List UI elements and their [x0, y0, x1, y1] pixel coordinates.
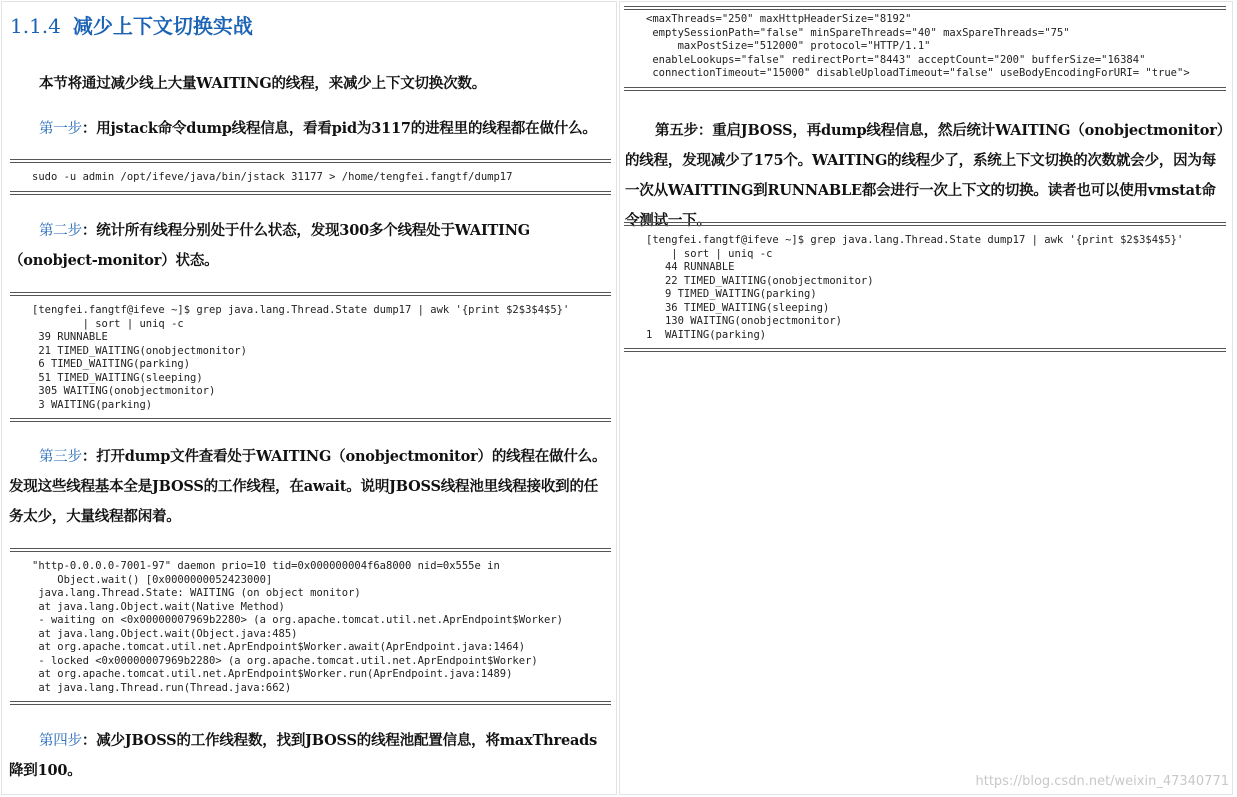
right-page	[619, 1, 1233, 795]
step5-code: [tengfei.fangtf@ifeve ~]$ grep java.lang.Thread.State dump17 | awk '{print $2$3$4$5}' | sort | uniq -c 44 RUNNABLE 22 TIMED_WAITING(onobjectmonitor) 9 TIMED_WAITING(parking) 36 TIMED_WAITING(sleeping) 130 WAITING(onobjectmonitor) 1 WAITING(parking)	[646, 234, 1184, 341]
intro-text: 本节将通过减少线上大量WAITING的线程，来减少上下文切换次数。	[39, 75, 486, 92]
step1-code-block	[10, 159, 611, 195]
intro-paragraph	[9, 69, 607, 99]
step3-label: 第三步	[39, 449, 82, 465]
step4-code: <maxThreads="250" maxHttpHeaderSize="8192" emptySessionPath="false" minSpareThreads="40" maxSpareThreads="75" maxPostSize="512000" protocol="HTTP/1.1" enableLookups="false" redirectPort="8443" acceptCount="200" bufferSize="16384" connectionTimeout="15000" disableUploadTimeout="false" useBodyEncodingForURI= "true">	[646, 13, 1190, 79]
step5-paragraph	[625, 116, 1225, 236]
section-heading	[10, 12, 253, 40]
section-title: 减少上下文切换实战	[72, 14, 253, 38]
step1-paragraph	[9, 114, 607, 144]
watermark: https://blog.csdn.net/weixin_47340771	[975, 774, 1229, 789]
step3-code: "http-0.0.0.0-7001-97" daemon prio=10 tid=0x000000004f6a8000 nid=0x555e in Object.wait() [0x0000000052423000] java.lang.Thread.State: WAITING (on object monitor) at java.lang.Object.wait(Native Method) - waiting on <0x00000007969b2280> (a org.apache.tomcat.util.net.AprEndpoint$Worker) at java.lang.Object.wait(Object.java:485) at org.apache.tomcat.util.net.AprEndpoint$Worker.await(AprEndpoint.java:1464) - locked <0x00000007969b2280> (a org.apache.tomcat.util.net.AprEndpoint$Worker) at org.apache.tomcat.util.net.AprEndpoint$Worker.run(AprEndpoint.java:1489) at java.lang.Thread.run(Thread.java:662)	[32, 560, 564, 694]
step3-code-block	[10, 548, 611, 705]
step4-text: ：减少JBOSS的工作线程数，找到JBOSS的线程池配置信息，将maxThreads降到100。	[9, 732, 598, 779]
step2-text: ：统计所有线程分别处于什么状态，发现300多个线程处于WAITING（onobject-monitor）状态。	[9, 222, 530, 269]
step1-text: ：用jstack命令dump线程信息，看看pid为3117的进程里的线程都在做什么。	[81, 120, 597, 137]
step2-label: 第二步	[39, 223, 82, 239]
step3-text: ：打开dump文件查看处于WAITING（onobjectmonitor）的线程在做什么。发现这些线程基本全是JBOSS的工作线程，在await。说明JBOSS线程池里线程接收到的任务太少，大量线程都闲着。	[9, 448, 607, 525]
step4-paragraph	[9, 726, 607, 786]
step1-code: sudo -u admin /opt/ifeve/java/bin/jstack 31177 > /home/tengfei.fangtf/dump17	[32, 171, 513, 183]
step4-label: 第四步	[39, 733, 82, 749]
step5-code-block	[624, 222, 1226, 352]
step5-label: 第五步	[655, 122, 698, 139]
step3-paragraph	[9, 442, 607, 532]
step5-text: ：重启JBOSS，再dump线程信息，然后统计WAITING（onobjectmonitor）的线程，发现减少了175个。WAITING的线程少了，系统上下文切换的次数就会少，因为每一次从WAITTING到RUNNABLE都会进行一次上下文的切换。读者也可以使用vmstat命令测试一下。	[625, 122, 1224, 229]
left-page	[1, 1, 617, 795]
step4-code-block	[624, 6, 1226, 91]
section-number: 1.1.4	[10, 14, 61, 38]
step2-code-block	[10, 292, 611, 422]
step2-paragraph	[9, 216, 607, 276]
step2-code: [tengfei.fangtf@ifeve ~]$ grep java.lang.Thread.State dump17 | awk '{print $2$3$4$5}' | sort | uniq -c 39 RUNNABLE 21 TIMED_WAITING(onobjectmonitor) 6 TIMED_WAITING(parking) 51 TIMED_WAITING(sleeping) 305 WAITING(onobjectmonitor) 3 WAITING(parking)	[32, 304, 570, 411]
step1-label: 第一步	[39, 121, 82, 137]
